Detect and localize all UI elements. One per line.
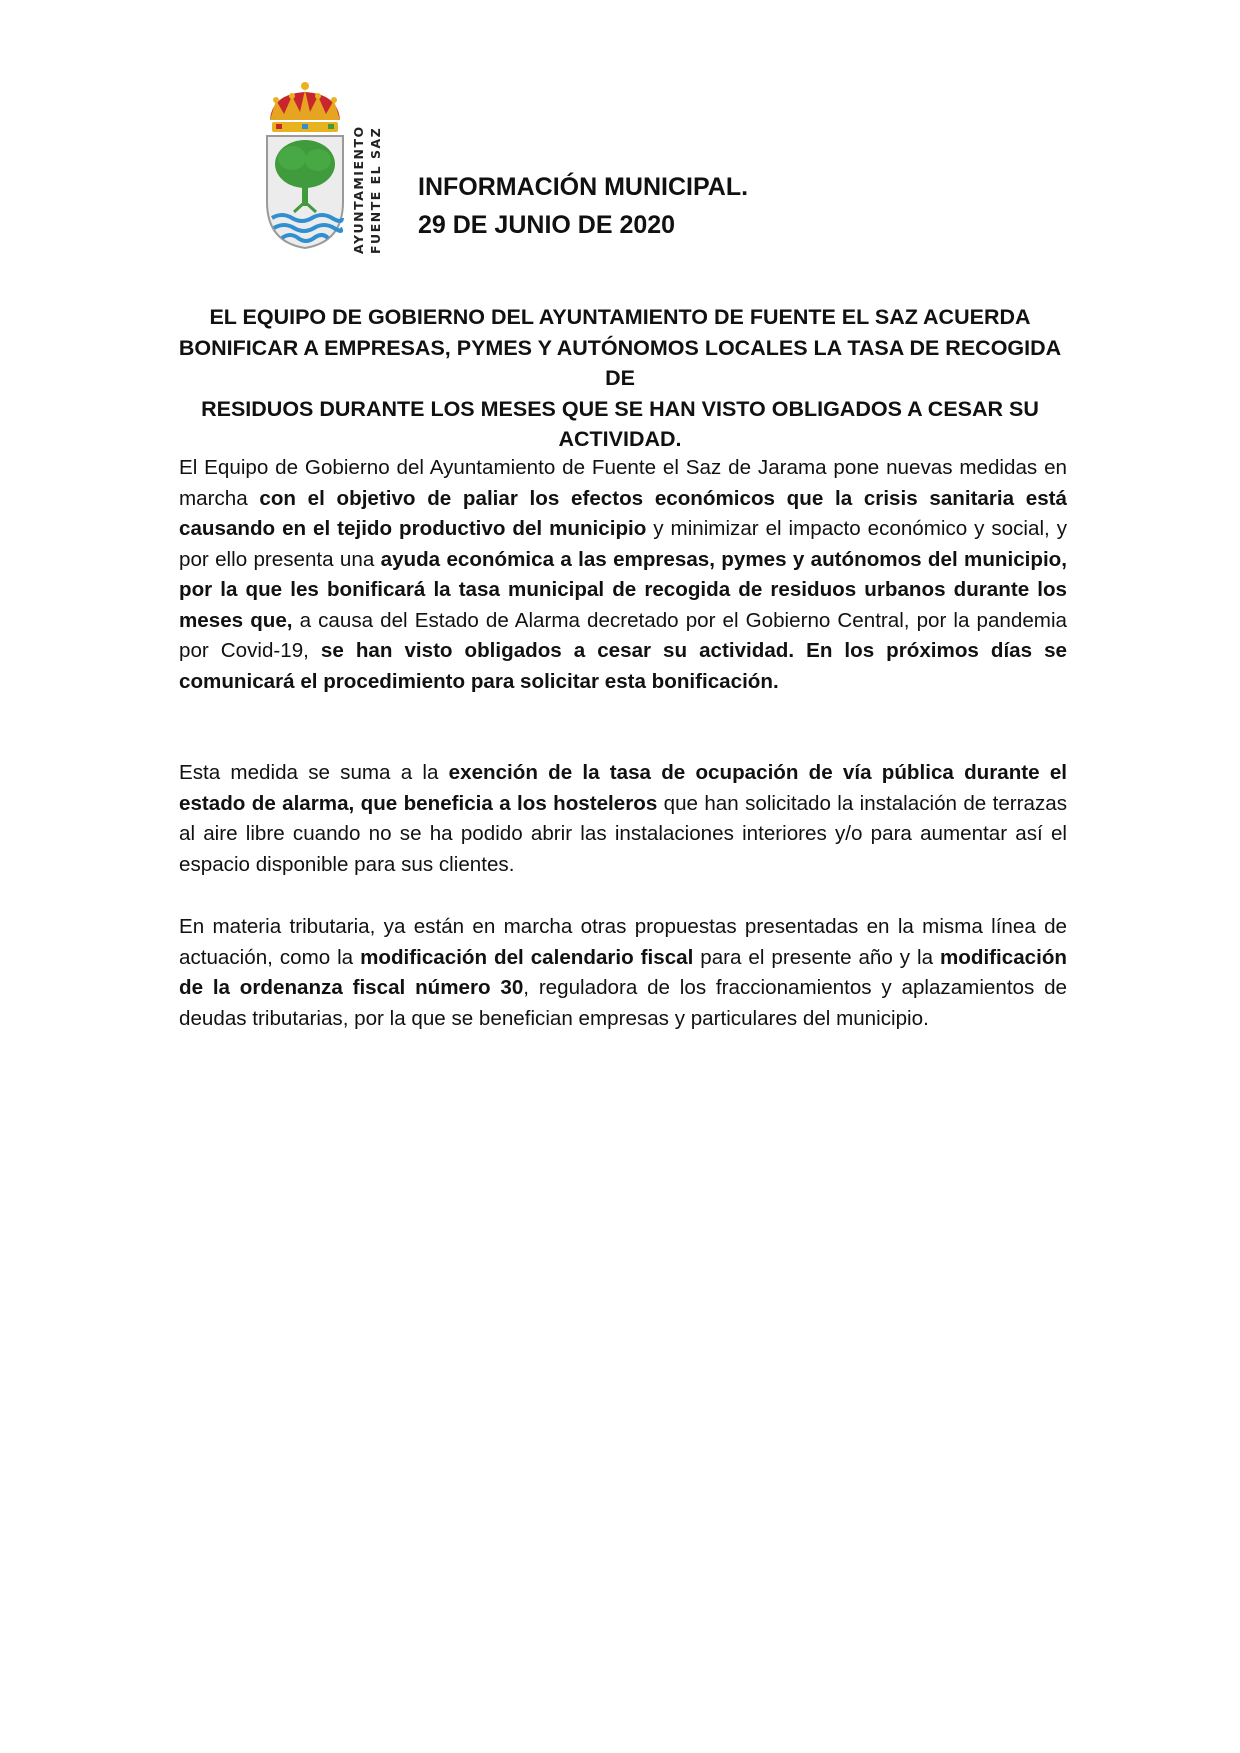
headline-line: BONIFICAR A EMPRESAS, PYMES Y AUTÓNOMOS LOCALES LA TASA DE RECOGIDA DE xyxy=(178,335,1062,390)
header-date: 29 DE JUNIO DE 2020 xyxy=(418,211,676,239)
text-run: que han solicitado la instalación de terrazas al aire libre cuando no se ha podido abrir las instalaciones interiores y/o para aumentar así el espacio disponible para sus clientes. xyxy=(179,791,1067,876)
paragraph-2 xyxy=(179,758,1067,880)
bold-text-run: con el objetivo de paliar los efectos económicos que la crisis sanitaria está causando en el tejido productivo del municipio xyxy=(179,486,1067,540)
headline-line: EL EQUIPO DE GOBIERNO DEL AYUNTAMIENTO DE FUENTE EL SAZ ACUERDA xyxy=(209,305,1031,329)
text-run: a causa del Estado de Alarma decretado por el Gobierno Central, por la pandemia por Covid-19, xyxy=(179,608,1067,662)
header-title: INFORMACIÓN MUNICIPAL. xyxy=(418,173,749,201)
headline-line: ACTIVIDAD. xyxy=(558,427,682,451)
paragraph-1 xyxy=(179,453,1067,697)
bold-text-run: modificación del calendario fiscal xyxy=(360,945,694,969)
paragraph-3 xyxy=(179,912,1067,1034)
text-run: para el presente año y la xyxy=(693,945,940,969)
bold-text-run: se han visto obligados a cesar su actividad. En los próximos días se comunicará el procedimiento para solicitar esta bonificación. xyxy=(179,639,1067,693)
bold-text-run: modificación de la ordenanza fiscal número 30 xyxy=(179,945,1067,999)
crest-label xyxy=(350,108,410,254)
headline xyxy=(170,302,1070,455)
crest-label-line2: FUENTE EL SAZ xyxy=(368,126,383,254)
bold-text-run: ayuda económica a las empresas, pymes y autónomos del municipio, por la que les bonificará la tasa municipal de recogida de residuos urbanos durante los meses que, xyxy=(179,547,1067,632)
header-text xyxy=(418,168,748,244)
text-run: El Equipo de Gobierno del Ayuntamiento de Fuente el Saz de Jarama pone nuevas medidas en marcha xyxy=(179,456,1067,510)
text-run: En materia tributaria, ya están en marcha otras propuestas presentadas en la misma línea de actuación, como la xyxy=(179,915,1067,969)
municipal-crest-logo xyxy=(262,80,348,252)
bold-text-run: exención de la tasa de ocupación de vía pública durante el estado de alarma, que beneficia a los hosteleros xyxy=(179,761,1067,815)
headline-line: RESIDUOS DURANTE LOS MESES QUE SE HAN VISTO OBLIGADOS A CESAR SU xyxy=(201,396,1039,421)
document-header xyxy=(262,80,1082,260)
text-run: y minimizar el impacto económico y social, y por ello presenta una xyxy=(179,517,1068,571)
text-run: Esta medida se suma a la xyxy=(179,761,449,784)
text-run: , reguladora de los fraccionamientos y aplazamientos de deudas tributarias, por la que se benefician empresas y particulares del municipio. xyxy=(179,976,1067,1030)
crest-label-line1: AYUNTAMIENTO xyxy=(351,125,366,254)
